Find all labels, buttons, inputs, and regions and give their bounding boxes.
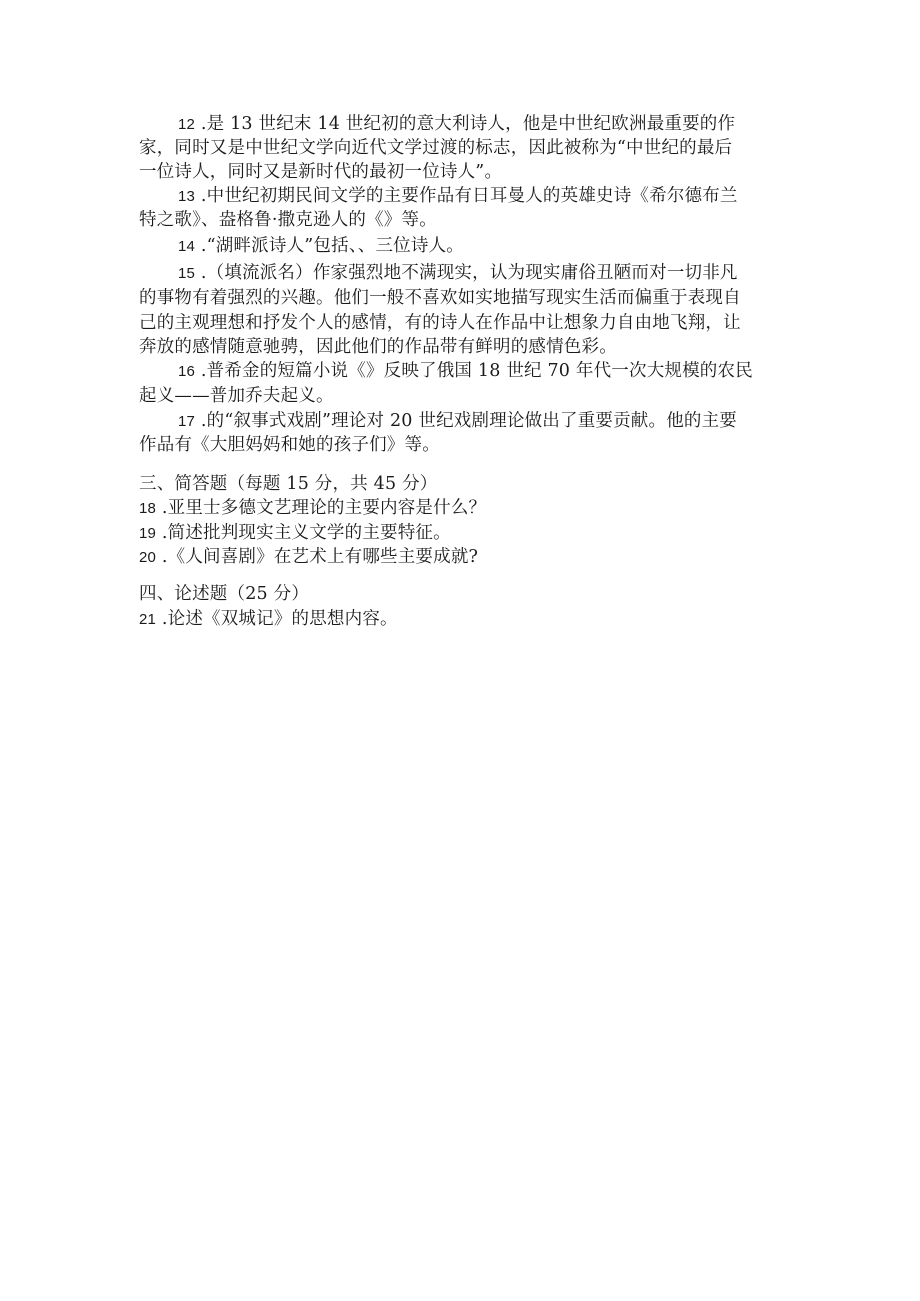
question-12-line-3: 一位诗人，同时又是新时代的最初一位诗人”。 — [139, 162, 503, 182]
question-text: .的“叙事式戏剧”理论对 20 世纪戏剧理论做出了重要贡献。他的主要 — [200, 411, 738, 431]
question-number: 17 — [178, 413, 196, 430]
question-17-line-2: 作品有《大胆妈妈和她的孩子们》等。 — [139, 435, 440, 455]
question-number: 18 — [139, 500, 157, 517]
question-18 — [139, 496, 486, 521]
question-text: .普希金的短篇小说《》反映了俄国 18 世纪 70 年代一次大规模的农民 — [200, 361, 753, 381]
question-number: 19 — [139, 525, 157, 542]
question-13-line-2: 特之歌》、盎格鲁·撒克逊人的《》等。 — [139, 210, 437, 230]
question-14-line-1 — [178, 234, 464, 259]
question-text: .论述《双城记》的思想内容。 — [161, 609, 398, 629]
section-3-heading: 三、简答题（每题 15 分，共 45 分） — [139, 474, 438, 494]
question-text: .简述批判现实主义文学的主要特征。 — [161, 523, 451, 543]
question-text: .亚里士多德文艺理论的主要内容是什么？ — [161, 498, 487, 518]
question-20 — [139, 545, 478, 570]
question-text: .“湖畔派诗人”包括、、三位诗人。 — [200, 236, 464, 256]
question-number: 16 — [178, 363, 196, 380]
question-21 — [139, 607, 398, 632]
question-16-line-2: 起义——普加乔夫起义。 — [139, 386, 334, 406]
question-text: .是 13 世纪末 14 世纪初的意大利诗人，他是中世纪欧洲最重要的作 — [200, 114, 736, 134]
question-text: .（填流派名）作家强烈地不满现实，认为现实庸俗丑陋而对一切非凡 — [200, 263, 738, 283]
question-number: 13 — [178, 188, 196, 205]
question-number: 20 — [139, 549, 157, 566]
question-19 — [139, 521, 451, 546]
question-number: 12 — [178, 116, 196, 133]
question-15-line-4: 奔放的感情随意驰骋，因此他们的作品带有鲜明的感情色彩。 — [139, 337, 617, 357]
question-number: 14 — [178, 238, 196, 255]
question-15-line-2: 的事物有着强烈的兴趣。他们一般不喜欢如实地描写现实生活而偏重于表现自 — [139, 288, 741, 308]
question-text: .中世纪初期民间文学的主要作品有日耳曼人的英雄史诗《希尔德布兰 — [200, 186, 738, 206]
question-15-line-3: 己的主观理想和抒发个人的感情，有的诗人在作品中让想象力自由地飞翔，让 — [139, 313, 741, 333]
question-13-line-1 — [178, 184, 738, 209]
section-4-heading: 四、论述题（25 分） — [139, 584, 310, 604]
question-number: 15 — [178, 265, 196, 282]
question-text: .《人间喜剧》在艺术上有哪些主要成就? — [161, 547, 479, 567]
question-17-line-1 — [178, 409, 737, 434]
question-15-line-1 — [178, 261, 738, 286]
question-12-line-2: 家，同时又是中世纪文学向近代文学过渡的标志，因此被称为“中世纪的最后 — [139, 138, 733, 158]
question-12-line-1 — [178, 112, 735, 137]
question-16-line-1 — [178, 359, 753, 384]
question-number: 21 — [139, 611, 157, 628]
